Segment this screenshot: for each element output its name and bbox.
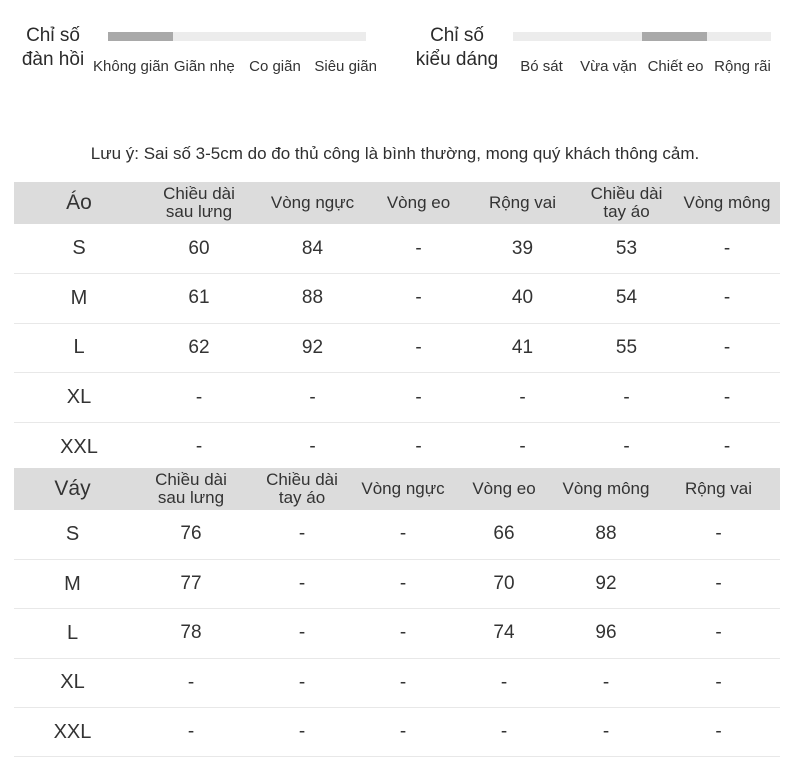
size-label-cell: XXL [14,708,131,757]
measurement-cell: - [353,609,453,658]
measurement-cell: 76 [131,510,251,559]
measurement-cell: - [131,708,251,757]
table-header-row [14,468,780,510]
measurement-cell: 84 [254,224,371,274]
top-size-table [14,182,780,472]
size-label-cell: S [14,224,144,274]
measurement-cell: 61 [144,274,254,324]
column-header-line2: tay áo [603,202,650,221]
column-header-line1: Vòng eo [472,479,536,498]
measurement-cell: - [555,708,657,757]
fit-scale-segment [707,32,772,41]
column-header-line1: Rộng vai [684,479,753,498]
column-header-line1: Chiều dài [155,470,227,489]
column-header [453,468,555,510]
fit-title-line2: kiểu dáng [415,49,499,70]
table-row [14,609,780,658]
measurement-cell: - [579,422,674,472]
elasticity-title-line2: đàn hồi [21,49,85,70]
measurement-cell: - [657,609,780,658]
size-label-cell: L [14,609,131,658]
measurement-cell: 88 [254,274,371,324]
measurement-cell: 92 [254,323,371,373]
elasticity-title-line1: Chỉ số [26,25,80,46]
size-label-cell: XL [14,658,131,707]
fit-scale-bar [513,32,771,41]
measurement-cell: - [657,658,780,707]
elasticity-scale-segment [302,32,367,41]
measurement-cell: - [555,658,657,707]
measurement-cell: 40 [466,274,579,324]
column-header [466,182,579,224]
measurement-cell: - [453,708,555,757]
dress-size-table [14,468,780,757]
table-row [14,658,780,707]
table-header-row [14,182,780,224]
measurement-cell: 41 [466,323,579,373]
fit-scale-segment [513,32,578,41]
size-label-cell: L [14,323,144,373]
column-header [555,468,657,510]
measurement-cell: - [674,422,780,472]
measurement-cell: - [353,559,453,608]
measurement-note: Lưu ý: Sai số 3-5cm do đo thủ công là bình thường, mong quý khách thông cảm. [90,144,700,163]
table-row [14,373,780,423]
elasticity-scale-labels [93,58,381,75]
elasticity-option-label: Co giãn [249,58,301,75]
table-row [14,224,780,274]
column-header [14,468,131,510]
column-header-line1: Vòng ngực [270,193,355,212]
column-header-line1: Chiều dài [590,184,663,203]
fit-scale-segment [578,32,643,41]
column-header-line1: Vòng ngực [361,479,445,498]
table-row [14,323,780,373]
measurement-cell: 77 [131,559,251,608]
column-header-line1: Vòng mông [683,193,771,212]
column-header [353,468,453,510]
measurement-cell: 54 [579,274,674,324]
elasticity-option-label: Không giãn [93,58,169,75]
table-row [14,559,780,608]
column-header-line2: sau lưng [165,202,233,221]
measurement-cell: 60 [144,224,254,274]
measurement-cell: 55 [579,323,674,373]
measurement-cell: 92 [555,559,657,608]
size-label-cell: M [14,559,131,608]
measurement-cell: - [371,323,466,373]
column-header-line2: sau lưng [157,488,225,507]
fit-option-label: Vừa vặn [580,58,637,75]
column-header [254,182,371,224]
measurement-cell: - [657,708,780,757]
measurement-cell: - [251,559,353,608]
measurement-cell: - [353,510,453,559]
measurement-cell: - [657,510,780,559]
column-header-line1: Vòng mông [562,479,650,498]
measurement-cell: - [144,373,254,423]
column-header-line1: Chiều dài [163,184,235,203]
fit-option-label: Chiết eo [647,58,704,75]
measurement-cell: - [466,422,579,472]
elasticity-scale-segment [173,32,238,41]
fit-scale-segment [642,32,707,41]
measurement-cell: 96 [555,609,657,658]
table-row [14,510,780,559]
table-row [14,708,780,757]
measurement-cell: - [131,658,251,707]
column-header [14,182,144,224]
fit-scale-labels [508,58,776,75]
column-header [371,182,466,224]
column-header [131,468,251,510]
column-header [579,182,674,224]
measurement-cell: - [371,422,466,472]
column-header-line1: Chiều dài [266,470,338,489]
measurement-cell: 88 [555,510,657,559]
table-row [14,274,780,324]
elasticity-option-label: Giãn nhẹ [173,58,235,75]
fit-option-label: Bó sát [520,58,563,75]
column-header-line1: Áo [66,191,92,214]
measurement-cell: 70 [453,559,555,608]
measurement-cell: - [674,323,780,373]
fit-title [410,24,504,72]
measurement-cell: - [254,373,371,423]
measurement-cell: - [251,510,353,559]
measurement-cell: 66 [453,510,555,559]
measurement-cell: 39 [466,224,579,274]
size-label-cell: XL [14,373,144,423]
column-header-line1: Rộng vai [488,193,557,212]
fit-title-line1: Chỉ số [430,25,484,46]
measurement-cell: - [674,274,780,324]
size-label-cell: M [14,274,144,324]
measurement-cell: - [579,373,674,423]
size-label-cell: S [14,510,131,559]
measurement-cell: - [353,708,453,757]
column-header-line1: Váy [54,477,91,500]
table-row [14,422,780,472]
measurement-cell: 62 [144,323,254,373]
elasticity-scale-bar [108,32,366,41]
elasticity-option-label: Siêu giãn [314,58,377,75]
measurement-cell: 53 [579,224,674,274]
measurement-cell: - [657,559,780,608]
measurement-cell: - [251,609,353,658]
column-header [674,182,780,224]
fit-option-label: Rộng rãi [714,58,771,75]
measurement-cell: - [674,224,780,274]
measurement-cell: - [353,658,453,707]
column-header [657,468,780,510]
measurement-cell: - [251,708,353,757]
size-label-cell: XXL [14,422,144,472]
measurement-cell: - [371,224,466,274]
measurement-cell: - [674,373,780,423]
measurement-cell: - [251,658,353,707]
column-header-line2: tay áo [278,488,326,507]
measurement-cell: - [254,422,371,472]
measurement-cell: - [144,422,254,472]
column-header [144,182,254,224]
column-header [251,468,353,510]
measurement-cell: - [371,373,466,423]
measurement-cell: - [371,274,466,324]
measurement-cell: 78 [131,609,251,658]
elasticity-title [14,24,92,72]
elasticity-scale-segment [237,32,302,41]
elasticity-scale-segment [108,32,173,41]
measurement-cell: - [466,373,579,423]
measurement-cell: 74 [453,609,555,658]
column-header-line1: Vòng eo [386,193,451,212]
measurement-cell: - [453,658,555,707]
